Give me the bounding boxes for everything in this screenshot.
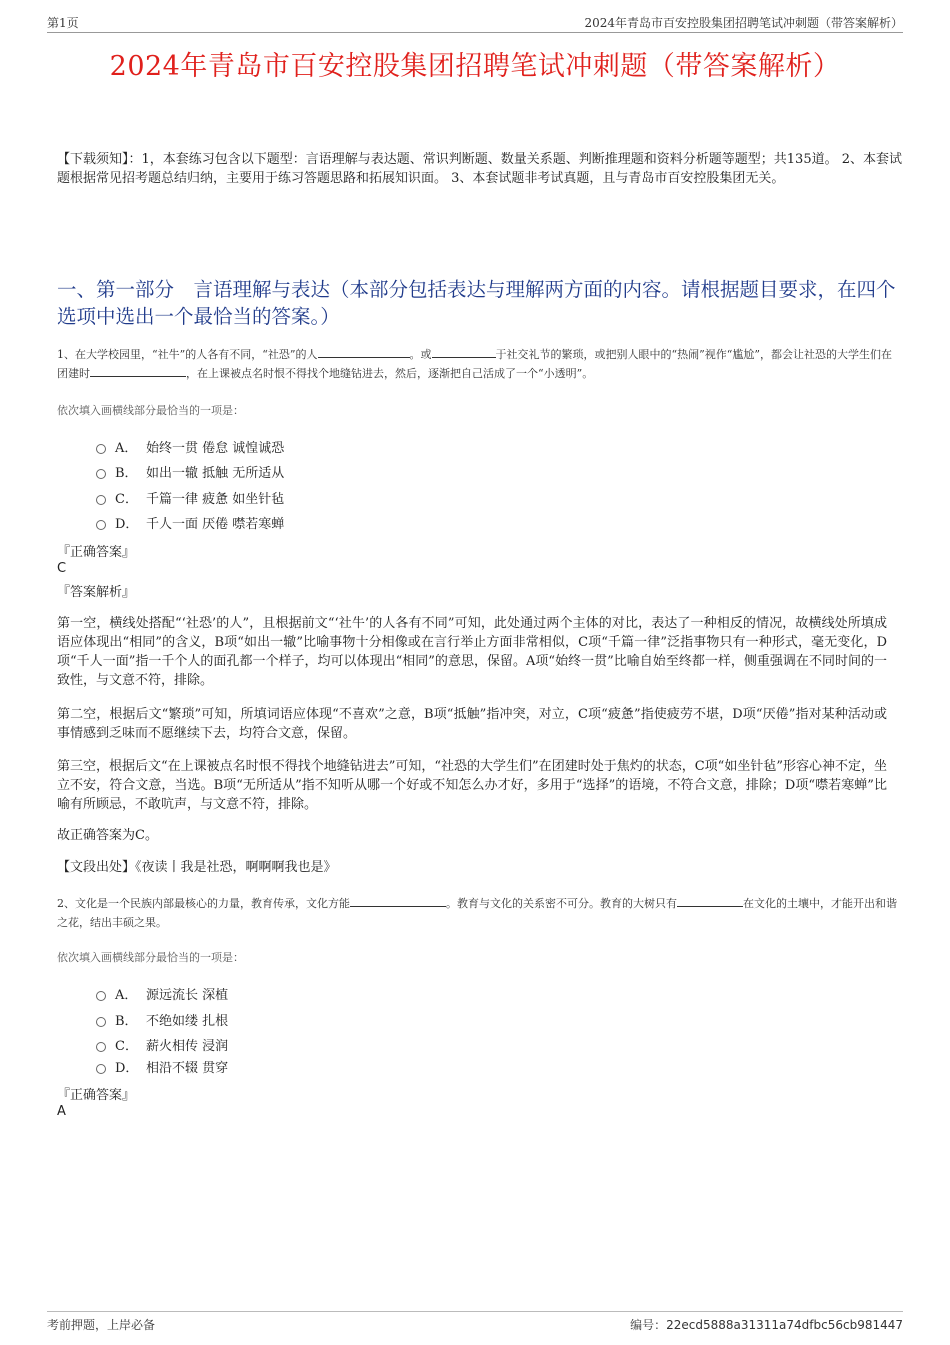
q1-option-b[interactable] (96, 462, 284, 481)
question-2-text (57, 894, 902, 932)
question-1-part-1: 1、在大学校园里，“社牛”的人各有不同，“社恐”的人 (57, 348, 318, 361)
q1-option-a[interactable] (96, 437, 284, 456)
question-2-part-2: 。教育与文化的关系密不可分。教育的大树只有 (446, 897, 677, 910)
option-letter: D． (115, 1061, 139, 1076)
radio-icon[interactable] (96, 520, 106, 530)
option-letter: D． (115, 517, 139, 532)
q2-option-c[interactable] (96, 1035, 228, 1054)
question-1-text (57, 345, 902, 383)
question-1-prompt: 依次填入画横线部分最恰当的一项是： (57, 404, 244, 417)
q2-answer-label: 『正确答案』 (57, 1088, 136, 1103)
footer-slogan: 考前押题，上岸必备 (47, 1318, 156, 1332)
option-text: 千人一面 厌倦 噤若寒蝉 (146, 517, 285, 532)
radio-icon[interactable] (96, 495, 106, 505)
option-text: 相沿不辍 贯穿 (146, 1061, 229, 1076)
q2-option-d[interactable] (96, 1057, 228, 1076)
footer-divider (47, 1311, 903, 1312)
q1-option-d[interactable] (96, 513, 284, 532)
option-text: 源远流长 深植 (146, 988, 229, 1003)
q1-answer: C (57, 561, 67, 576)
footer-code (630, 1316, 903, 1333)
option-text: 不绝如缕 扎根 (146, 1014, 229, 1029)
page-number: 第1页 (47, 16, 79, 30)
blank-1 (350, 895, 446, 907)
footer-code-label: 编号： (630, 1318, 667, 1332)
option-text: 千篇一律 疲惫 如坐针毡 (146, 492, 285, 507)
option-letter: B． (115, 466, 138, 481)
q1-analysis-paragraph: 第一空，横线处搭配“‘社恐’的人”，且根据前文“‘社牛’的人各有不同”可知，此处通过两个主体的对比，表达了一种相反的情况，故横线处所填成语应体现出“相同”的含义，B项“如出一辙”比喻事物十分相像或在言行举止方面非常相似，C项“千篇一律”泛指事物只有一种形式，毫无变化，D项“千人一面”指一千个人的面孔都一个样子，均可以体现出“相同”的意思，保留。A项“始终一贯”比喻自始至终都一样，侧重强调在不同时间的一致性，与文意不符，排除。 (57, 616, 887, 688)
option-letter: B． (115, 1014, 138, 1029)
q1-option-c[interactable] (96, 488, 284, 507)
option-text: 如出一辙 抵触 无所适从 (146, 466, 285, 481)
q2-option-a[interactable] (96, 984, 228, 1003)
q2-answer: A (57, 1104, 66, 1119)
radio-icon[interactable] (96, 991, 106, 1001)
footer-code-value: 22ecd5888a31311a74dfbc56cb981447 (666, 1318, 903, 1332)
q1-analysis-paragraph: 第三空，根据后文“在上课被点名时恨不得找个地缝钻进去”可知，“社恐的大学生们”在团建时处于焦灼的状态，C项“如坐针毡”形容心神不定，坐立不安，符合文意，当选。B项“无所适从”指不知听从哪一个好或不知怎么办才好，多用于“选择”的语境，不符合文意，排除；D项“噤若寒蝉”比喻有所顾忌，不敢吭声，与文意不符，排除。 (57, 759, 887, 812)
option-text: 始终一贯 倦怠 诚惶诚恐 (146, 441, 285, 456)
blank-2 (677, 895, 743, 907)
option-letter: A． (115, 988, 138, 1003)
document-title: 2024年青岛市百安控股集团招聘笔试冲刺题（带答案解析） (109, 51, 841, 82)
blank-1 (318, 346, 410, 358)
radio-icon[interactable] (96, 1017, 106, 1027)
q1-answer-label: 『正确答案』 (57, 545, 136, 560)
q1-analysis-label: 『答案解析』 (57, 585, 136, 600)
question-1-part-2: 。或 (409, 348, 432, 361)
running-header-title: 2024年青岛市百安控股集团招聘笔试冲刺题（带答案解析） (584, 16, 903, 30)
blank-3 (90, 365, 186, 377)
question-2-part-1: 2、文化是一个民族内部最核心的力量，教育传承，文化方能 (57, 897, 350, 910)
q1-analysis-paragraph: 第二空，根据后文“繁琐”可知，所填词语应体现“不喜欢”之意，B项“抵触”指冲突，对立，C项“疲惫”指使疲劳不堪，D项“厌倦”指对某种活动或事情感到乏味而不愿继续下去，均符合文意，保留。 (57, 707, 887, 741)
download-notice: 【下载须知】：1，本套练习包含以下题型：言语理解与表达题、常识判断题、数量关系题、判断推理题和资料分析题等题型；共135道。 2、本套试题根据常见招考题总结归纳，主要用于练习答题思路和拓展知识面。 3、本套试题非考试真题，且与青岛市百安控股集团无关。 (57, 152, 902, 186)
q2-option-b[interactable] (96, 1010, 228, 1029)
question-2-part-3: 在文化的土壤中，才能开出和谐之花，结出丰硕之果。 (57, 897, 897, 929)
option-letter: C． (115, 492, 138, 507)
header-divider (47, 32, 903, 33)
question-1-part-4: ，在上课被点名时恨不得找个地缝钻进去，然后，逐渐把自己活成了一个“小透明”。 (186, 367, 594, 380)
section-heading: 一、第一部分 言语理解与表达（本部分包括表达与理解两方面的内容。请根据题目要求，在四个选项中选出一个最恰当的答案。） (57, 278, 896, 328)
radio-icon[interactable] (96, 469, 106, 479)
question-2-prompt: 依次填入画横线部分最恰当的一项是： (57, 951, 244, 964)
question-1-part-3: 于社交礼节的繁琐，或把别人眼中的“热闹”视作“尴尬”，都会让社恐的大学生们在团建时 (57, 348, 892, 380)
option-letter: A． (115, 441, 138, 456)
option-letter: C． (115, 1039, 138, 1054)
radio-icon[interactable] (96, 1064, 106, 1074)
q1-analysis-conclusion: 故正确答案为C。 (57, 828, 158, 843)
blank-2 (432, 346, 496, 358)
radio-icon[interactable] (96, 444, 106, 454)
radio-icon[interactable] (96, 1042, 106, 1052)
option-text: 薪火相传 浸润 (146, 1039, 229, 1054)
q1-source: 【文段出处】《夜读丨我是社恐，啊啊啊我也是》 (57, 860, 337, 875)
